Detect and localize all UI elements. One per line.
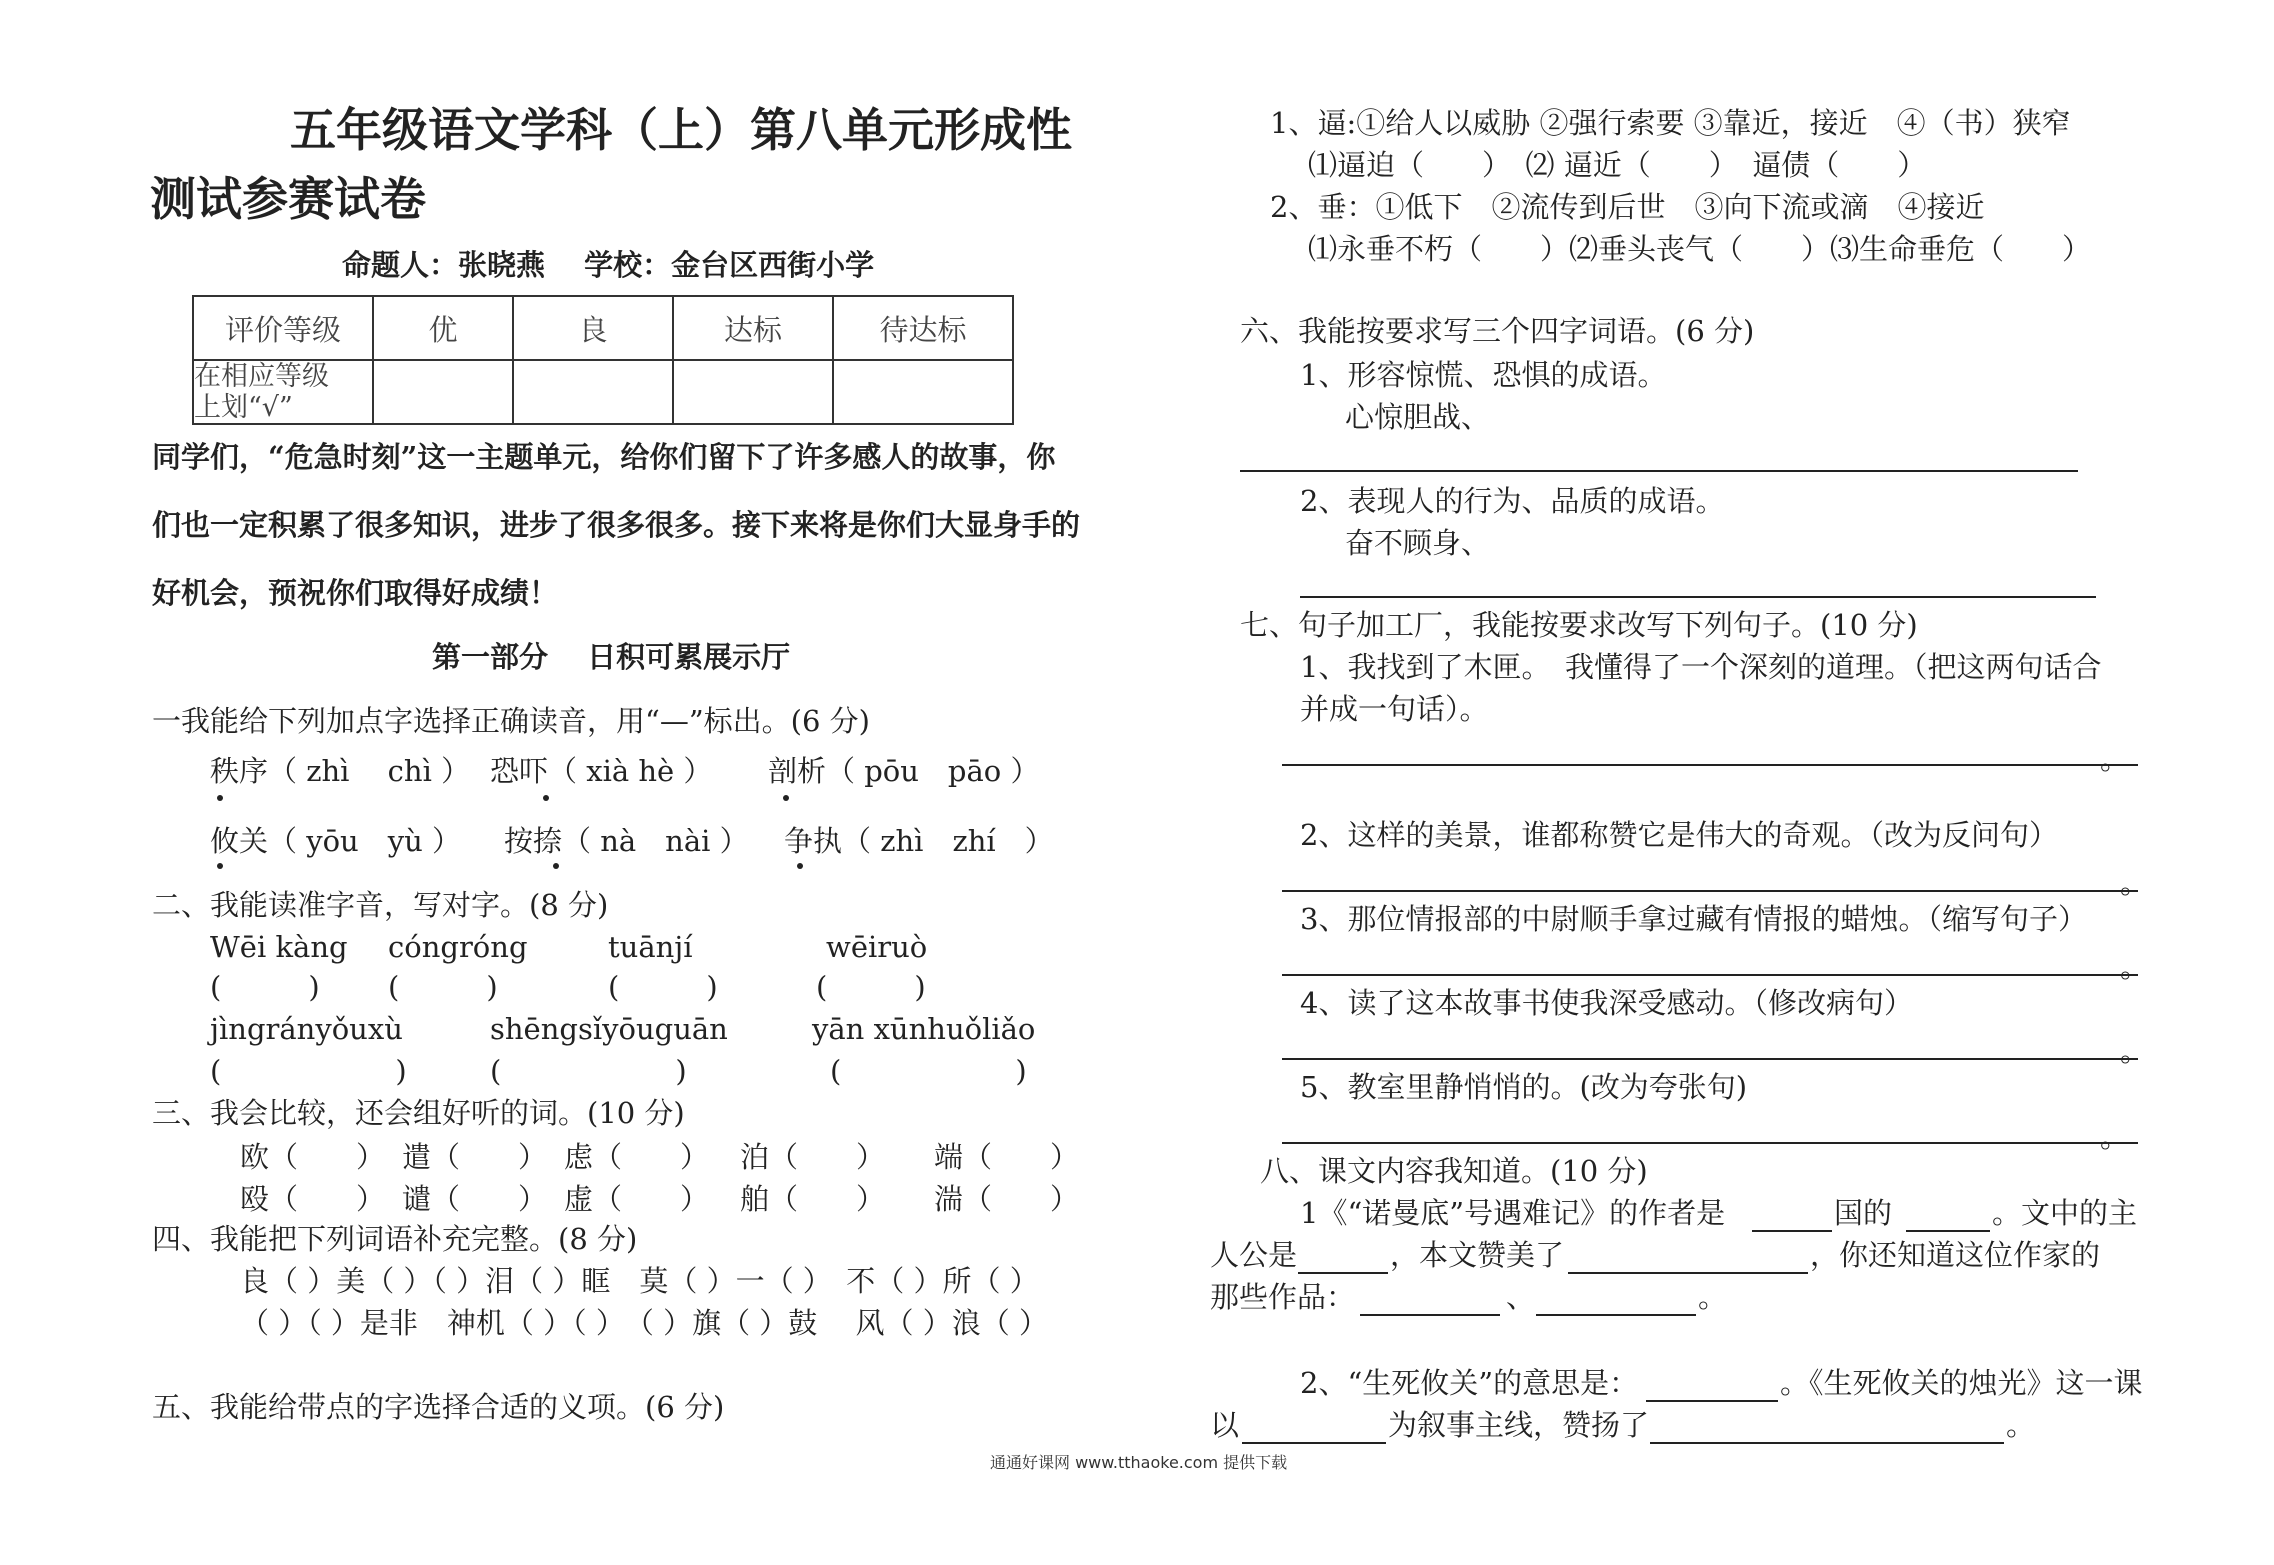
pinyin-choice: 按捺（ nà nài ） [504,824,749,858]
pinyin-word: Wēi kàng [210,930,348,964]
char-compare[interactable]: 殴（ ） [240,1182,386,1216]
grade-header: 评价等级 [193,296,373,360]
char-compare[interactable]: 虚（ ） [564,1182,710,1216]
answer-line[interactable] [1568,1272,1808,1274]
idiom-fill-row[interactable]: 良（ ）美（ ）（ ）泪（ ）眶 莫（ ）一（ ） 不（ ）所（ ） [240,1264,1039,1298]
pinyin-word: jìngrányǒuxù [210,1012,403,1046]
grade-header: 达标 [673,296,833,360]
period: 。 [2120,1034,2150,1068]
meaning-options[interactable]: ⑴逼迫（ ） ⑵ 逼近（ ） 逼债（ ） [1308,148,1927,182]
pinyin-choice: 秩序（ zhì chì ） [210,754,471,788]
answer-blank[interactable]: ( ) [816,970,926,1004]
page-title: 五年级语文学科（上）第八单元形成性 [290,103,1072,157]
question-item: 2、表现人的行为、品质的成语。 [1300,484,1725,518]
answer-line[interactable] [1536,1314,1696,1316]
question-title: 一我能给下列加点字选择正确读音，用“—”标出。(6 分) [152,704,870,738]
pinyin-choice: 争执（ zhì zhí ） [784,824,1054,858]
answer-line[interactable] [1752,1230,1832,1232]
answer-line[interactable] [1282,764,2138,766]
emphasis-dot [217,863,223,869]
pinyin-choice: 攸关（ yōu yù ） [210,824,462,858]
fill-text: 。 [1698,1280,1728,1314]
meaning-options[interactable]: ⑴永垂不朽（ ）⑵垂头丧气（ ）⑶生命垂危（ ） [1308,232,2092,266]
fill-text: 。《生死攸关的烛光》这一课 [1780,1366,2143,1400]
period: 。 [2100,742,2130,776]
char-compare[interactable]: 遣（ ） [402,1140,548,1174]
char-compare[interactable]: 湍（ ） [934,1182,1080,1216]
period: 。 [2120,866,2150,900]
fill-text: 国的 [1834,1196,1893,1230]
emphasis-dot [553,863,559,869]
grade-header: 良 [513,296,673,360]
char-compare[interactable]: 虑（ ） [564,1140,710,1174]
char-compare[interactable]: 舶（ ） [740,1182,886,1216]
question-title: 二、我能读准字音，写对字。(8 分) [152,888,609,922]
meaning-item: 2、垂：①低下 ②流传到后世 ③向下流或滴 ④接近 [1270,190,1985,224]
question-item: 1、我找到了木匣。 我懂得了一个深刻的道理。（把这两句话合 [1300,650,2102,684]
answer-line[interactable] [1282,1142,2138,1144]
period: 。 [2100,1120,2130,1154]
answer-line[interactable] [1906,1230,1990,1232]
pinyin-choice: 剖析（ pōu pāo ） [768,754,1040,788]
grade-table [192,295,1014,425]
period: 。 [2120,950,2150,984]
grade-header: 待达标 [833,296,1013,360]
page-title-line2: 测试参赛试卷 [150,172,426,226]
fill-text: ，本文赞美了 [1390,1238,1565,1272]
fill-text: 以 [1210,1408,1240,1442]
pinyin-word: yān xūnhuǒliǎo [812,1012,1036,1046]
grade-row-label-line2: 上划“√” [194,392,293,423]
char-compare[interactable]: 泊（ ） [740,1140,886,1174]
author-line: 命题人：张晓燕 学校：金台区西街小学 [342,248,875,282]
emphasis-dot [217,795,223,801]
grade-header: 优 [373,296,513,360]
pinyin-word: shēngsǐyōuguān [490,1012,728,1046]
question-title: 四、我能把下列词语补充完整。(8 分) [152,1222,638,1256]
answer-blank[interactable]: ( ) [608,970,718,1004]
fill-text: 人公是 [1210,1238,1298,1272]
meaning-item: 1、逼:①给人以威胁 ②强行索要 ③靠近，接近 ④（书）狭窄 [1270,106,2071,140]
grade-cell-pass[interactable] [673,360,833,424]
question-title: 三、我会比较，还会组好听的词。(10 分) [152,1096,685,1130]
grade-cell-below[interactable] [833,360,1013,424]
grade-row-label-line1: 在相应等级 [194,361,329,392]
fill-text: 那些作品： [1210,1280,1356,1314]
fill-text: ，你还知道这位作家的 [1810,1238,2101,1272]
part-title: 第一部分 日积可累展示厅 [432,640,791,674]
pinyin-word: cóngróng [388,930,528,964]
question-item: 5、教室里静悄悄的。(改为夸张句) [1300,1070,1748,1104]
footer-source: 通通好课网 www.tthaoke.com 提供下载 [990,1453,1288,1472]
grade-cell-good[interactable] [513,360,673,424]
answer-line[interactable] [1282,1058,2138,1060]
answer-line[interactable] [1242,1442,1386,1444]
example-idiom: 奋不顾身、 [1345,526,1491,560]
fill-text: 2、“生死攸关”的意思是： [1300,1366,1639,1400]
answer-blank[interactable]: ( ) [210,1054,407,1088]
fill-text: 。文中的主 [1992,1196,2138,1230]
question-item: 4、读了这本故事书使我深受感动。（修改病句） [1300,986,1913,1020]
answer-blank[interactable]: ( ) [830,1054,1027,1088]
pinyin-word: tuānjí [608,930,693,964]
char-compare[interactable]: 谴（ ） [402,1182,548,1216]
intro-line: 好机会，预祝你们取得好成绩！ [152,576,559,610]
answer-blank[interactable]: ( ) [388,970,498,1004]
question-item: 1、形容惊慌、恐惧的成语。 [1300,358,1667,392]
fill-text: 、 [1506,1280,1536,1314]
answer-line[interactable] [1240,470,2078,472]
pinyin-word: wēiruò [826,930,928,964]
answer-line[interactable] [1360,1314,1500,1316]
char-compare[interactable]: 端（ ） [934,1140,1080,1174]
char-compare[interactable]: 欧（ ） [240,1140,386,1174]
question-title: 五、我能给带点的字选择合适的义项。(6 分) [152,1390,725,1424]
emphasis-dot [543,795,549,801]
question-item: 并成一句话）。 [1300,692,1489,726]
question-title: 八、课文内容我知道。(10 分) [1260,1154,1648,1188]
pinyin-choice: 恐吓（ xià hè ） [490,754,713,788]
fill-text: 1《“诺曼底”号遇难记》的作者是 [1300,1196,1726,1230]
example-idiom: 心惊胆战、 [1345,400,1491,434]
grade-cell-excellent[interactable] [373,360,513,424]
answer-line[interactable] [1282,890,2138,892]
question-item: 3、那位情报部的中尉顺手拿过藏有情报的蜡烛。（缩写句子） [1300,902,2087,936]
answer-blank[interactable]: ( ) [210,970,320,1004]
answer-line[interactable] [1646,1400,1778,1402]
grade-row-label [193,360,373,424]
answer-line[interactable] [1282,974,2138,976]
answer-line[interactable] [1650,1442,2004,1444]
idiom-fill-row[interactable]: （ ）（ ）是非 神机（ ）（ ） （ ）旗（ ）鼓 风（ ）浪（ ） [240,1306,1048,1340]
question-item: 2、这样的美景，谁都称赞它是伟大的奇观。（改为反问句） [1300,818,2058,852]
intro-line: 们也一定积累了很多知识，进步了很多很多。接下来将是你们大显身手的 [152,508,1081,542]
answer-line[interactable] [1300,596,2096,598]
fill-text: 。 [2006,1408,2036,1442]
answer-blank[interactable]: ( ) [490,1054,687,1088]
fill-text: 为叙事主线，赞扬了 [1388,1408,1650,1442]
question-title: 六、我能按要求写三个四字词语。(6 分) [1240,314,1755,348]
intro-line: 同学们，“危急时刻”这一主题单元，给你们留下了许多感人的故事，你 [152,440,1056,474]
emphasis-dot [797,863,803,869]
emphasis-dot [783,795,789,801]
question-title: 七、句子加工厂，我能按要求改写下列句子。(10 分) [1240,608,1918,642]
answer-line[interactable] [1298,1272,1388,1274]
